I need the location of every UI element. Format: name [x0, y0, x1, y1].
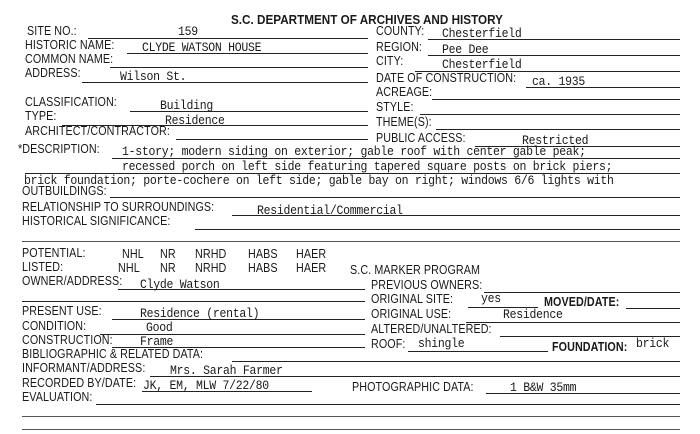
construction-label: CONSTRUCTION:	[22, 333, 113, 347]
informant-label: INFORMANT/ADDRESS:	[22, 361, 146, 375]
city-value: Chesterfield	[442, 58, 522, 72]
region-label: REGION:	[376, 40, 422, 54]
listed-code-nr: NR	[160, 261, 176, 275]
original-site-label: ORIGINAL SITE:	[371, 292, 454, 306]
outbuildings-label: OUTBUILDINGS:	[22, 184, 107, 198]
marker-program-label: S.C. MARKER PROGRAM	[350, 263, 481, 277]
county-label: COUNTY:	[376, 24, 425, 38]
description-line-1: 1-story; modern siding on exterior; gable roof with center gable peak;	[122, 145, 586, 159]
listed-code-nrhd: NRHD	[195, 261, 227, 275]
original-site-value: yes	[481, 292, 501, 306]
address-label: ADDRESS:	[25, 66, 81, 80]
potential-label: POTENTIAL:	[22, 246, 86, 260]
recorded-label: RECORDED BY/DATE:	[22, 376, 137, 390]
listed-code-nhl: NHL	[118, 261, 140, 275]
owner-label: OWNER/ADDRESS:	[22, 274, 123, 288]
original-use-label: ORIGINAL USE:	[371, 307, 452, 321]
public-access-value: Restricted	[522, 134, 589, 148]
historic-name-value: CLYDE WATSON HOUSE	[142, 41, 262, 55]
informant-value: Mrs. Sarah Farmer	[170, 364, 283, 378]
potential-code-habs: HABS	[248, 247, 278, 261]
classification-value: Building	[160, 99, 214, 113]
city-label: CITY:	[376, 54, 404, 68]
architect-label: ARCHITECT/CONTRACTOR:	[25, 124, 170, 138]
description-label: *DESCRIPTION:	[18, 142, 100, 156]
foundation-value: brick	[636, 337, 670, 351]
original-use-value: Residence	[503, 308, 563, 322]
roof-value: shingle	[418, 337, 465, 351]
acreage-line	[432, 99, 680, 100]
date-of-construction-label: DATE OF CONSTRUCTION:	[376, 71, 517, 85]
previous-owners-line	[484, 292, 680, 293]
previous-owners-label: PREVIOUS OWNERS:	[371, 278, 483, 292]
address-value: Wilson St.	[120, 70, 187, 84]
construction-value: Frame	[140, 335, 174, 349]
form-title: S.C. DEPARTMENT OF ARCHIVES AND HISTORY	[231, 12, 503, 27]
outbuildings-line	[110, 197, 680, 198]
historic-name-label: HISTORIC NAME:	[25, 38, 115, 52]
county-value: Chesterfield	[442, 27, 522, 41]
listed-code-habs: HABS	[248, 261, 278, 275]
listed-label: LISTED:	[22, 260, 64, 274]
roof-label: ROOF:	[371, 337, 406, 351]
significance-line	[195, 229, 680, 230]
site-no-label: SITE NO.:	[27, 24, 77, 38]
architect-line	[176, 139, 368, 140]
classification-label: CLASSIFICATION:	[25, 95, 117, 109]
description-rule-1	[112, 158, 680, 159]
common-name-label: COMMON NAME:	[25, 52, 114, 66]
type-label: TYPE:	[25, 109, 57, 123]
present-use-label: PRESENT USE:	[22, 304, 102, 318]
type-value: Residence	[165, 114, 225, 128]
moved-date-label: MOVED/DATE:	[544, 295, 620, 309]
site-no-value: 159	[178, 25, 198, 39]
recorded-value: JK, EM, MLW 7/22/80	[143, 379, 269, 393]
potential-code-nhl: NHL	[122, 247, 144, 261]
description-line-3: brick foundation; porte-cochere on left side; gable bay on right; windows 6/6 lights with	[24, 174, 614, 188]
significance-label: HISTORICAL SIGNIFICANCE:	[22, 214, 171, 228]
photographic-value: 1 B&W 35mm	[510, 381, 577, 395]
themes-line	[436, 129, 680, 130]
evaluation-line	[96, 404, 680, 405]
original-use-line	[466, 322, 680, 323]
acreage-label: ACREAGE:	[376, 85, 433, 99]
themes-label: THEME(S):	[376, 115, 432, 129]
date-of-construction-value: ca. 1935	[532, 75, 586, 89]
potential-code-haer: HAER	[296, 247, 327, 261]
evaluation-extra-line-2	[22, 429, 680, 430]
condition-label: CONDITION:	[22, 319, 87, 333]
potential-code-nrhd: NRHD	[195, 247, 227, 261]
photographic-label: PHOTOGRAPHIC DATA:	[352, 380, 474, 394]
relationship-label: RELATIONSHIP TO SURROUNDINGS:	[22, 200, 215, 214]
site-no-line	[88, 38, 368, 39]
owner-value: Clyde Watson	[140, 278, 220, 292]
evaluation-label: EVALUATION:	[22, 390, 93, 404]
style-label: STYLE:	[376, 100, 414, 114]
bibliographic-label: BIBLIOGRAPHIC & RELATED DATA:	[22, 347, 204, 361]
potential-code-nr: NR	[160, 247, 176, 261]
altered-label: ALTERED/UNALTERED:	[371, 322, 492, 336]
foundation-label: FOUNDATION:	[552, 340, 628, 354]
listed-code-haer: HAER	[296, 261, 327, 275]
bibliographic-line	[232, 361, 680, 362]
style-line	[420, 114, 680, 115]
roof-line	[408, 351, 548, 352]
owner-extra-line	[22, 301, 365, 302]
moved-date-line	[626, 308, 680, 309]
common-name-line	[110, 67, 368, 68]
evaluation-extra-line-1	[22, 416, 680, 417]
significance-extra-line	[22, 241, 680, 242]
public-access-label: PUBLIC ACCESS:	[376, 131, 466, 145]
condition-value: Good	[146, 321, 173, 335]
relationship-value: Residential/Commercial	[257, 204, 403, 218]
present-use-value: Residence (rental)	[140, 307, 260, 321]
description-line-2: recessed porch on left side featuring tapered square posts on brick piers;	[122, 160, 613, 174]
region-value: Pee Dee	[442, 43, 489, 57]
